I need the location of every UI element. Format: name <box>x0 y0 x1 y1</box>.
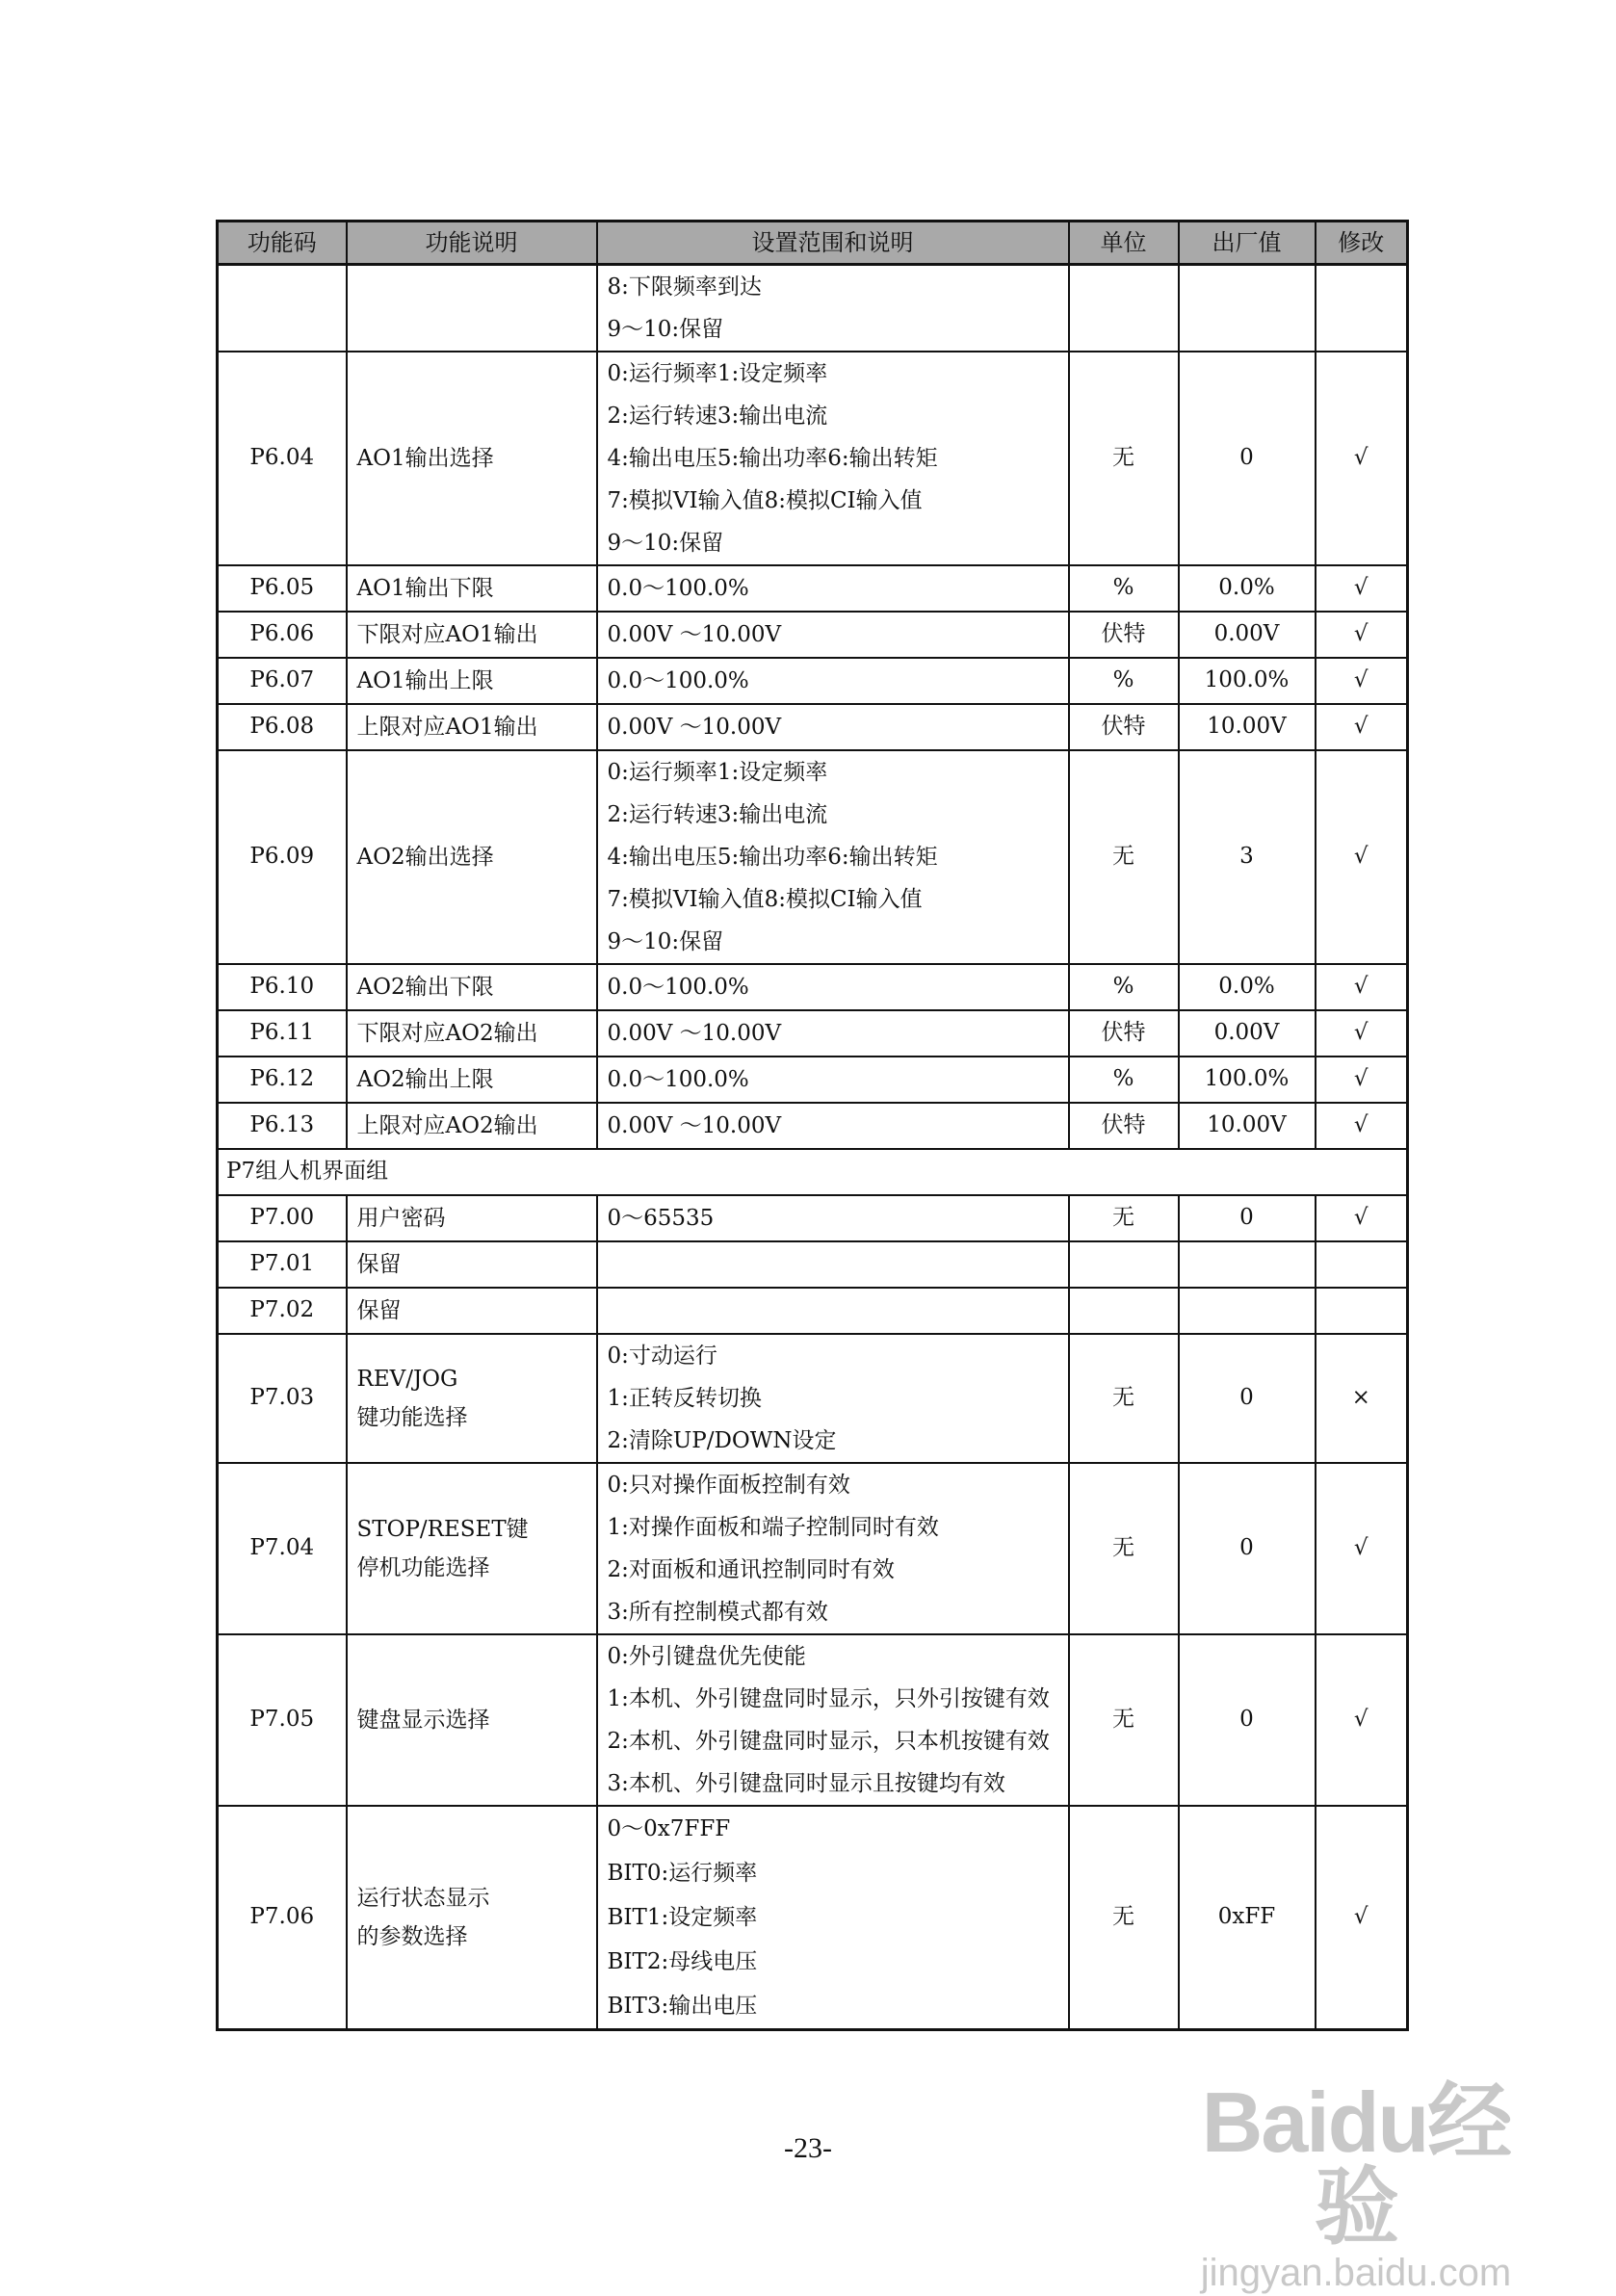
param-code: P6.09 <box>218 750 347 964</box>
header-modify: 修改 <box>1316 222 1408 265</box>
param-name <box>347 265 597 352</box>
table-row <box>218 1103 1408 1149</box>
param-unit: 伏特 <box>1069 612 1179 658</box>
param-modifiable <box>1316 1241 1408 1288</box>
range-line: BIT3:输出电压 <box>607 1994 758 2019</box>
param-default <box>1179 265 1316 352</box>
param-name <box>347 964 597 1010</box>
param-range <box>597 1806 1069 2030</box>
range-line: 2:对面板和通讯控制同时有效 <box>607 1557 895 1582</box>
param-name <box>347 658 597 704</box>
header-default: 出厂值 <box>1179 222 1316 265</box>
param-default: 0 <box>1179 1463 1316 1634</box>
range-line: 0.0～100.0% <box>607 1067 749 1092</box>
table-row <box>218 1806 1408 2030</box>
param-name-line: 保留 <box>356 1252 402 1277</box>
watermark-url: jingyan.baidu.com <box>1200 2252 1512 2294</box>
param-modifiable <box>1316 1288 1408 1334</box>
table-row <box>218 1334 1408 1463</box>
range-line: 2:运行转速3:输出电流 <box>607 404 828 429</box>
param-name-line: STOP/RESET键 <box>356 1517 529 1542</box>
param-default <box>1179 1288 1316 1334</box>
param-range <box>597 1057 1069 1103</box>
param-modifiable: √ <box>1316 964 1408 1010</box>
param-name <box>347 565 597 612</box>
param-modifiable: √ <box>1316 658 1408 704</box>
param-modifiable: √ <box>1316 1806 1408 2030</box>
range-line: 0:运行频率1:设定频率 <box>607 760 828 785</box>
param-name-line: AO1输出下限 <box>356 576 494 601</box>
table-header-row <box>218 222 1408 265</box>
param-modifiable: √ <box>1316 352 1408 565</box>
param-default: 0.00V <box>1179 1010 1316 1057</box>
param-range <box>597 1334 1069 1463</box>
range-line: 9～10:保留 <box>607 317 724 342</box>
param-default: 0.0% <box>1179 964 1316 1010</box>
param-code: P7.03 <box>218 1334 347 1463</box>
param-range <box>597 750 1069 964</box>
param-range <box>597 1010 1069 1057</box>
range-line: 0～0x7FFF <box>607 1816 731 1841</box>
param-name-line: AO2输出下限 <box>356 975 494 1000</box>
param-name-line: AO1输出上限 <box>356 668 494 693</box>
param-modifiable: √ <box>1316 1463 1408 1634</box>
table-row <box>218 1288 1408 1334</box>
param-code: P6.04 <box>218 352 347 565</box>
param-unit <box>1069 1241 1179 1288</box>
table-row <box>218 1634 1408 1806</box>
param-range <box>597 265 1069 352</box>
param-range <box>597 1634 1069 1806</box>
param-code: P6.10 <box>218 964 347 1010</box>
param-default: 0.0% <box>1179 565 1316 612</box>
table-row <box>218 1057 1408 1103</box>
param-modifiable: × <box>1316 1334 1408 1463</box>
param-name <box>347 1806 597 2030</box>
param-name <box>347 352 597 565</box>
range-line: 0.00V ～10.00V <box>607 715 782 740</box>
section-title: P7组人机界面组 <box>218 1149 1408 1195</box>
param-name-line: AO2输出上限 <box>356 1067 494 1092</box>
param-default: 10.00V <box>1179 704 1316 750</box>
param-name <box>347 1057 597 1103</box>
param-default: 0xFF <box>1179 1806 1316 2030</box>
param-unit: 无 <box>1069 1334 1179 1463</box>
param-unit: 伏特 <box>1069 1010 1179 1057</box>
range-line: BIT0:运行频率 <box>607 1861 758 1886</box>
parameter-table <box>216 220 1409 2031</box>
baidu-watermark <box>1163 2074 1549 2296</box>
param-name-line: 键盘显示选择 <box>356 1708 490 1733</box>
param-unit: % <box>1069 964 1179 1010</box>
param-name <box>347 750 597 964</box>
param-name <box>347 1288 597 1334</box>
section-row <box>218 1149 1408 1195</box>
range-line: 0.00V ～10.00V <box>607 1021 782 1046</box>
param-range <box>597 612 1069 658</box>
param-name-line: 下限对应AO1输出 <box>356 622 538 647</box>
param-code: P7.00 <box>218 1195 347 1241</box>
header-unit: 单位 <box>1069 222 1179 265</box>
param-unit: 无 <box>1069 750 1179 964</box>
param-name-line: 上限对应AO2输出 <box>356 1113 538 1138</box>
param-name <box>347 704 597 750</box>
param-modifiable: √ <box>1316 612 1408 658</box>
param-code: P6.05 <box>218 565 347 612</box>
range-line: BIT1:设定频率 <box>607 1905 758 1930</box>
param-range <box>597 1241 1069 1288</box>
param-modifiable: √ <box>1316 1195 1408 1241</box>
param-name <box>347 612 597 658</box>
param-unit <box>1069 1288 1179 1334</box>
param-default: 10.00V <box>1179 1103 1316 1149</box>
param-default: 0.00V <box>1179 612 1316 658</box>
param-modifiable: √ <box>1316 1057 1408 1103</box>
range-line: 8:下限频率到达 <box>607 274 762 300</box>
table-row <box>218 1463 1408 1634</box>
table-row <box>218 750 1408 964</box>
param-default: 0 <box>1179 352 1316 565</box>
param-name <box>347 1241 597 1288</box>
range-line: 0.0～100.0% <box>607 668 749 693</box>
param-unit: % <box>1069 1057 1179 1103</box>
param-unit: 无 <box>1069 1634 1179 1806</box>
range-line: 0.00V ～10.00V <box>607 1113 782 1138</box>
param-modifiable: √ <box>1316 1103 1408 1149</box>
param-name-line: 下限对应AO2输出 <box>356 1021 538 1046</box>
param-default: 0 <box>1179 1334 1316 1463</box>
param-unit: % <box>1069 658 1179 704</box>
param-name <box>347 1010 597 1057</box>
table-row <box>218 1241 1408 1288</box>
table-body <box>218 265 1408 2030</box>
param-default <box>1179 1241 1316 1288</box>
range-line: BIT2:母线电压 <box>607 1949 758 1974</box>
range-line: 9～10:保留 <box>607 531 724 556</box>
param-name-line: 运行状态显示 <box>356 1886 490 1911</box>
range-line: 0.00V ～10.00V <box>607 622 782 647</box>
param-default: 0 <box>1179 1634 1316 1806</box>
table-row <box>218 964 1408 1010</box>
param-name-line: REV/JOG <box>356 1367 458 1392</box>
param-name <box>347 1634 597 1806</box>
param-range <box>597 704 1069 750</box>
param-modifiable: √ <box>1316 1634 1408 1806</box>
param-code: P7.02 <box>218 1288 347 1334</box>
table-row <box>218 704 1408 750</box>
param-range <box>597 1288 1069 1334</box>
watermark-logo: Baidu经验 <box>1201 2074 1511 2255</box>
param-modifiable: √ <box>1316 704 1408 750</box>
range-line: 2:运行转速3:输出电流 <box>607 802 828 827</box>
param-default: 3 <box>1179 750 1316 964</box>
param-range <box>597 1463 1069 1634</box>
param-unit: 伏特 <box>1069 1103 1179 1149</box>
range-line: 0:运行频率1:设定频率 <box>607 361 828 386</box>
param-unit: % <box>1069 565 1179 612</box>
range-line: 1:正转反转切换 <box>607 1386 762 1411</box>
table-row <box>218 1010 1408 1057</box>
param-range <box>597 658 1069 704</box>
range-line: 9～10:保留 <box>607 929 724 954</box>
param-code <box>218 265 347 352</box>
param-range <box>597 1103 1069 1149</box>
param-unit: 无 <box>1069 1463 1179 1634</box>
param-code: P7.06 <box>218 1806 347 2030</box>
param-unit: 无 <box>1069 1806 1179 2030</box>
table-row <box>218 565 1408 612</box>
param-name <box>347 1195 597 1241</box>
range-line: 3:所有控制模式都有效 <box>607 1600 828 1625</box>
table-row <box>218 1195 1408 1241</box>
range-line: 0.0～100.0% <box>607 975 749 1000</box>
param-code: P6.07 <box>218 658 347 704</box>
range-line: 7:模拟VI输入值8:模拟CI输入值 <box>607 488 923 513</box>
range-line: 4:输出电压5:输出功率6:输出转矩 <box>607 446 938 471</box>
range-line: 2:清除UP/DOWN设定 <box>607 1428 837 1453</box>
param-default: 0 <box>1179 1195 1316 1241</box>
param-unit: 伏特 <box>1069 704 1179 750</box>
param-name <box>347 1103 597 1149</box>
param-code: P6.11 <box>218 1010 347 1057</box>
range-line: 0:外引键盘优先使能 <box>607 1644 806 1669</box>
param-name-line: 上限对应AO1输出 <box>356 715 538 740</box>
param-name-line: 的参数选择 <box>356 1924 468 1949</box>
param-range <box>597 565 1069 612</box>
table-row <box>218 658 1408 704</box>
param-modifiable: √ <box>1316 1010 1408 1057</box>
param-modifiable: √ <box>1316 750 1408 964</box>
param-name <box>347 1463 597 1634</box>
param-code: P7.01 <box>218 1241 347 1288</box>
param-name-line: AO2输出选择 <box>356 845 494 870</box>
range-line: 2:本机、外引键盘同时显示，只本机按键有效 <box>607 1729 1050 1754</box>
param-name-line: 用户密码 <box>356 1206 446 1231</box>
param-name-line: 键功能选择 <box>356 1405 468 1430</box>
param-range <box>597 964 1069 1010</box>
param-default: 100.0% <box>1179 1057 1316 1103</box>
param-range <box>597 352 1069 565</box>
param-code: P6.13 <box>218 1103 347 1149</box>
range-line: 0.0～100.0% <box>607 576 749 601</box>
header-range: 设置范围和说明 <box>597 222 1069 265</box>
table-row <box>218 352 1408 565</box>
param-code: P6.12 <box>218 1057 347 1103</box>
param-unit: 无 <box>1069 1195 1179 1241</box>
range-line: 7:模拟VI输入值8:模拟CI输入值 <box>607 887 923 912</box>
param-unit <box>1069 265 1179 352</box>
range-line: 3:本机、外引键盘同时显示且按键均有效 <box>607 1771 1005 1796</box>
range-line: 0:寸动运行 <box>607 1344 717 1369</box>
table-row <box>218 265 1408 352</box>
header-name: 功能说明 <box>347 222 597 265</box>
param-code: P7.05 <box>218 1634 347 1806</box>
range-line: 0～65535 <box>607 1206 715 1231</box>
range-line: 4:输出电压5:输出功率6:输出转矩 <box>607 845 938 870</box>
param-default: 100.0% <box>1179 658 1316 704</box>
range-line: 0:只对操作面板控制有效 <box>607 1473 850 1498</box>
param-code: P6.08 <box>218 704 347 750</box>
page-number: -23- <box>784 2132 832 2164</box>
param-code: P7.04 <box>218 1463 347 1634</box>
param-name <box>347 1334 597 1463</box>
range-line: 1:本机、外引键盘同时显示，只外引按键有效 <box>607 1686 1050 1711</box>
param-code: P6.06 <box>218 612 347 658</box>
table-row <box>218 612 1408 658</box>
header-code: 功能码 <box>218 222 347 265</box>
param-modifiable: √ <box>1316 565 1408 612</box>
param-range <box>597 1195 1069 1241</box>
range-line: 1:对操作面板和端子控制同时有效 <box>607 1515 939 1540</box>
param-name-line: 停机功能选择 <box>356 1555 490 1580</box>
param-unit: 无 <box>1069 352 1179 565</box>
param-name-line: 保留 <box>356 1298 402 1323</box>
param-name-line: AO1输出选择 <box>356 446 494 471</box>
param-modifiable <box>1316 265 1408 352</box>
